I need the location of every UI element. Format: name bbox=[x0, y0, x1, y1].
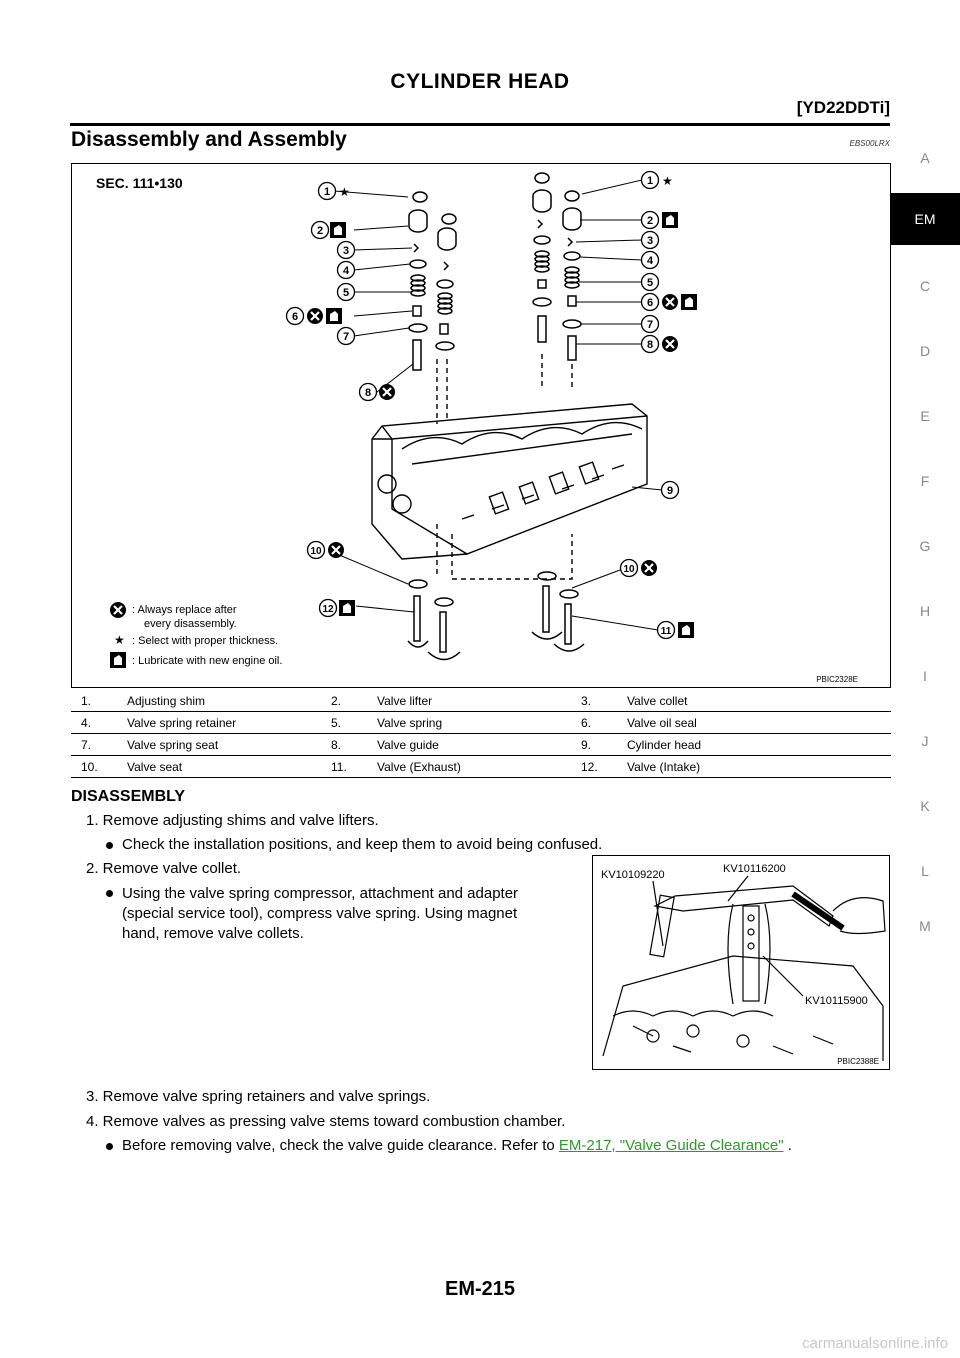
compressor-drawing bbox=[593, 856, 889, 1069]
callout-right-5: 5 bbox=[646, 277, 654, 289]
valve-spring-compressor-illustration bbox=[592, 855, 890, 1070]
index-letter-d[interactable]: D bbox=[919, 343, 931, 359]
callout-right-10: 10 bbox=[623, 564, 635, 575]
index-letter-f[interactable]: F bbox=[920, 473, 930, 489]
step-2-bullet: Using the valve spring compressor, attachment and adapter (special service tool), compress valve spring. Using magnet hand, remove valve collets. bbox=[106, 884, 600, 944]
svg-text:★: ★ bbox=[662, 174, 673, 188]
star-icon: ★ bbox=[114, 633, 125, 647]
engine-code: [YD22DDTi] bbox=[796, 98, 890, 117]
bullet-icon bbox=[106, 890, 113, 897]
legend-replace-text-2: every disassembly. bbox=[144, 618, 237, 630]
callout-right-8: 8 bbox=[646, 339, 654, 351]
callout-right-2: 2 bbox=[646, 215, 654, 227]
index-letter-h[interactable]: H bbox=[919, 603, 931, 619]
callout-left-8: 8 bbox=[364, 387, 372, 399]
table-row: 7. Valve spring seat 8. Valve guide 9. Cylinder head bbox=[71, 734, 891, 756]
callout-left-2: 2 bbox=[316, 225, 324, 237]
index-letter-m[interactable]: M bbox=[919, 918, 931, 934]
page-header-title: CYLINDER HEAD bbox=[390, 70, 570, 93]
callout-right-6: 6 bbox=[646, 297, 654, 309]
step-2: 2. Remove valve collet. bbox=[86, 860, 242, 877]
parts-legend-table bbox=[71, 690, 891, 778]
callout-left-12: 12 bbox=[322, 604, 334, 615]
cylinder-head-drawing bbox=[372, 354, 647, 579]
tool-label-kv10115900: KV10115900 bbox=[805, 995, 868, 1007]
exploded-view-drawing bbox=[72, 164, 890, 687]
callout-left-10: 10 bbox=[310, 546, 322, 557]
watermark: carmanualsonline.info bbox=[802, 1335, 948, 1352]
legend-replace-text: : Always replace after bbox=[132, 604, 237, 616]
step-1-bullet: Check the installation positions, and keep them to avoid being confused. bbox=[106, 836, 902, 853]
sec-label: SEC. 111•130 bbox=[96, 175, 183, 191]
callout-right-9: 9 bbox=[666, 485, 674, 497]
callout-left-6: 6 bbox=[291, 311, 299, 323]
index-letter-g[interactable]: G bbox=[919, 538, 931, 554]
valves-drawing bbox=[408, 572, 584, 660]
callout-left-4: 4 bbox=[342, 265, 350, 277]
index-letter-c[interactable]: C bbox=[919, 278, 931, 294]
index-letter-k[interactable]: K bbox=[920, 798, 930, 814]
figure-symbol-legend bbox=[110, 602, 282, 668]
index-letter-a[interactable]: A bbox=[920, 150, 930, 166]
step-3: 3. Remove valve spring retainers and valve springs. bbox=[86, 1088, 431, 1105]
legend-select-text: : Select with proper thickness. bbox=[132, 635, 279, 647]
svg-text:★: ★ bbox=[339, 185, 350, 199]
callout-left-7: 7 bbox=[342, 331, 350, 343]
table-row: 4. Valve spring retainer 5. Valve spring 6. Valve oil seal bbox=[71, 712, 891, 734]
legend-lubricate-text: : Lubricate with new engine oil. bbox=[132, 655, 283, 667]
tool-label-kv10116200: KV10116200 bbox=[723, 863, 786, 875]
table-row: 1. Adjusting shim 2. Valve lifter 3. Valve collet bbox=[71, 690, 891, 712]
index-tab-em[interactable]: EM bbox=[890, 193, 960, 245]
index-letter-e[interactable]: E bbox=[920, 408, 930, 424]
table-row: 10. Valve seat 11. Valve (Exhaust) 12. Valve (Intake) bbox=[71, 756, 891, 778]
photo-code: PBIC2388E bbox=[837, 1057, 879, 1066]
section-code: EBS00LRX bbox=[849, 139, 890, 148]
index-letter-i[interactable]: I bbox=[923, 668, 927, 684]
index-letter-l[interactable]: L bbox=[921, 863, 929, 879]
page-number: EM-215 bbox=[444, 1278, 516, 1300]
valve-guide-clearance-link[interactable]: EM-217, "Valve Guide Clearance" bbox=[558, 1137, 784, 1154]
callout-left-1: 1 bbox=[323, 186, 331, 198]
right-valve-stack bbox=[533, 173, 581, 360]
left-valve-stack bbox=[409, 192, 456, 370]
figure-code: PBIC2328E bbox=[816, 675, 858, 684]
step-1: 1. Remove adjusting shims and valve lifters. bbox=[86, 812, 379, 829]
exploded-view-figure bbox=[71, 163, 891, 688]
step-4-bullet: Before removing valve, check the valve guide clearance. Refer to EM-217, "Valve Guide Clearance" . bbox=[106, 1137, 902, 1154]
callout-right-11: 11 bbox=[660, 626, 672, 637]
callout-right-1: 1 bbox=[646, 175, 654, 187]
right-callouts bbox=[572, 172, 697, 639]
callout-right-4: 4 bbox=[646, 255, 654, 267]
index-letter-j[interactable]: J bbox=[921, 733, 929, 749]
callout-left-3: 3 bbox=[342, 245, 350, 257]
callout-left-5: 5 bbox=[342, 287, 350, 299]
callout-right-3: 3 bbox=[646, 235, 654, 247]
step-4: 4. Remove valves as pressing valve stems toward combustion chamber. bbox=[86, 1113, 566, 1130]
callout-right-7: 7 bbox=[646, 319, 654, 331]
section-index-sidebar bbox=[890, 0, 960, 1358]
tool-label-kv10109220: KV10109220 bbox=[601, 869, 665, 881]
disassembly-heading: DISASSEMBLY bbox=[71, 788, 186, 805]
bullet-icon bbox=[106, 1143, 113, 1150]
section-title: Disassembly and Assembly bbox=[71, 128, 347, 151]
header-rule bbox=[70, 123, 890, 126]
bullet-icon bbox=[106, 842, 113, 849]
